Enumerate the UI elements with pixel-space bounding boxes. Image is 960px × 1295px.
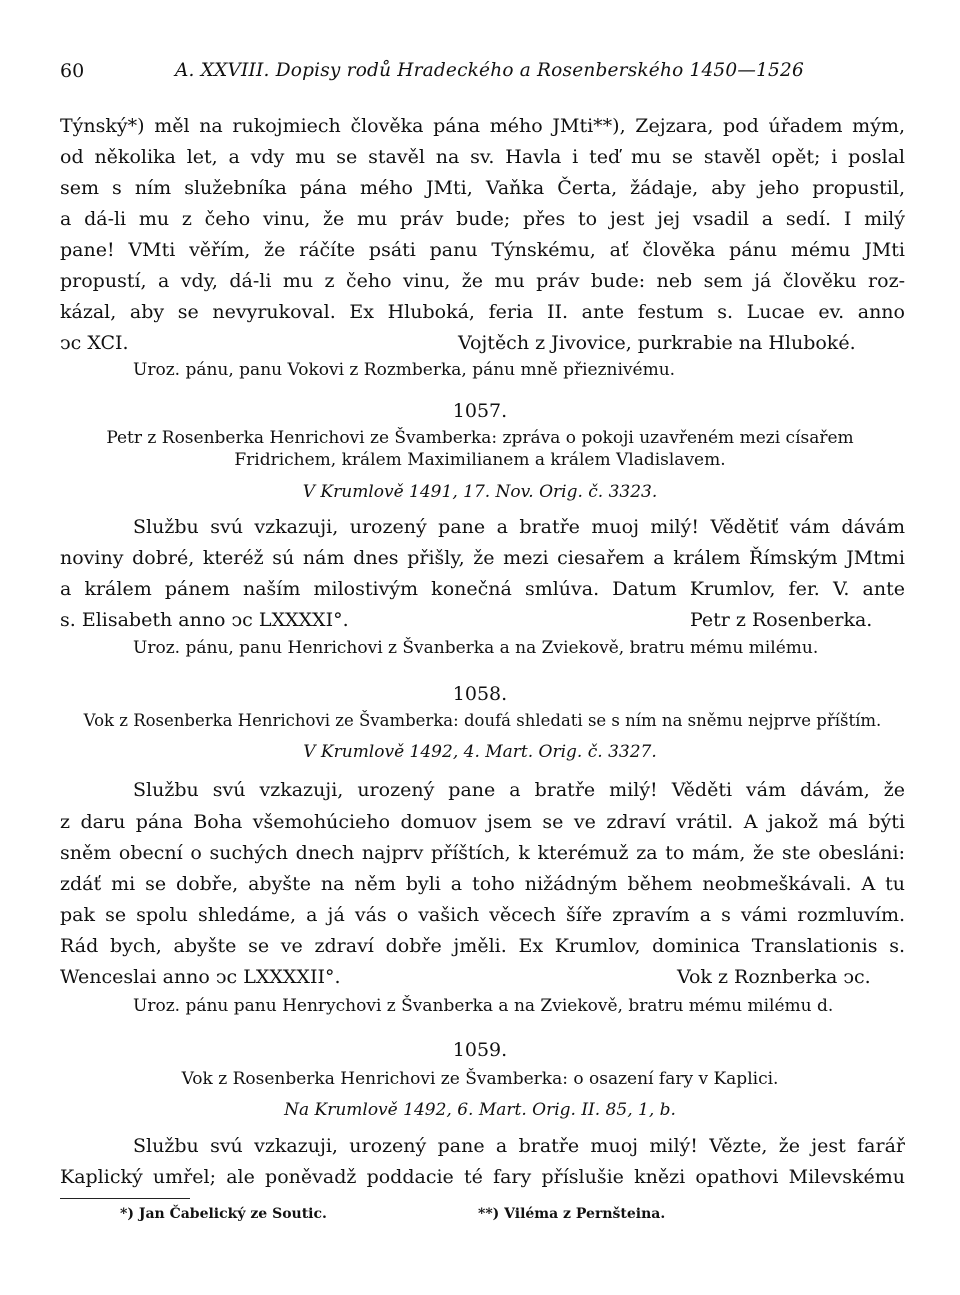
text-line: sněm obecní o suchých dnech najprv příštích, k kterémuž za to mám, že ste obesláni: (60, 842, 905, 864)
text-line: Týnský*) měl na rukojmiech člověka pána mého JMti**), Zejzara, pod úřadem mým, (60, 115, 905, 137)
letter-address: Uroz. pánu, panu Henrichovi z Švanberka a na Zviekově, bratru mému milému. (133, 638, 819, 658)
letter-signature: Vok z Roznberka ↄc. (677, 966, 871, 988)
letter-closing: ↄc XCI. (60, 332, 129, 354)
text-line: Službu svú vzkazuji, urozený pane a bratře muoj milý! Vědětiť vám dávám (133, 516, 905, 538)
text-line: pak se spolu shledáme, a já vás o vašich věcech šíře zpravím a s vámi rozmluvím. (60, 904, 905, 926)
text-line: propustí, a vdy, dá-li mu z čeho vinu, že mu práv bude: neb sem já člověku roz- (60, 270, 905, 292)
footnote-rule (60, 1198, 190, 1199)
letter-source: V Krumlově 1491, 17. Nov. Orig. č. 3323. (302, 482, 658, 502)
letter-summary: Petr z Rosenberka Henrichovi ze Švamberka: zpráva o pokoji uzavřeném mezi císařem (106, 428, 854, 448)
text-line: a dá-li mu z čeho vinu, že mu práv bude; přes to jest jej vsadil a sedí. I milý (60, 208, 905, 230)
text-line: Kaplický umřel; ale poněvadž poddacie té fary příslušie knězi opathovi Milevskému (60, 1166, 905, 1188)
text-line: z daru pána Boha všemohúcieho domuov jsem se ve zdraví vrátil. A jakož má býti (60, 811, 905, 833)
letter-signature: Vojtěch z Jivovice, purkrabie na Hluboké. (458, 332, 856, 354)
letter-summary: Vok z Rosenberka Henrichovi ze Švamberka: o osazení fary v Kaplici. (181, 1069, 779, 1089)
text-line: zdáť mi se dobře, abyšte na něm byli a toho nižádným během neobmeškávali. A tu (60, 873, 905, 895)
letter-closing: s. Elisabeth anno ↄc LXXXXI°. (60, 609, 349, 631)
text-line: Službu svú vzkazuji, urozený pane a bratře milý! Věděti vám dávám, že (133, 779, 905, 801)
letter-signature: Petr z Rosenberka. (690, 609, 873, 631)
footnote: *) Jan Čabelický ze Soutic. (120, 1206, 327, 1222)
text-line: Rád bych, abyšte se ve zdraví dobře jměli. Ex Krumlov, dominica Translationis s. (60, 935, 905, 957)
text-line: od několika let, a vdy mu se stavěl na sv. Havla i teď mu se stavěl opět; i poslal (60, 146, 905, 168)
letter-number: 1059. (452, 1039, 508, 1061)
letter-summary: Vok z Rosenberka Henrichovi ze Švamberka: doufá shledati se s ním na sněmu nejprve příštím. (83, 711, 882, 730)
page-number: 60 (60, 60, 85, 82)
letter-closing: Wenceslai anno ↄc LXXXXII°. (60, 966, 341, 988)
letter-number: 1058. (452, 683, 508, 705)
footnote: **) Viléma z Pernšteina. (478, 1206, 666, 1222)
letter-address: Uroz. pánu, panu Vokovi z Rozmberka, pánu mně přieznivému. (133, 360, 676, 380)
text-line: a králem pánem naším milostivým konečná smlúva. Datum Krumlov, fer. V. ante (60, 578, 905, 600)
text-line: Službu svú vzkazuji, urozený pane a bratře muoj milý! Vězte, že jest farář (133, 1135, 905, 1157)
letter-number: 1057. (452, 400, 508, 422)
text-line: pane! VMti věřím, že ráčíte psáti panu Týnskému, ať člověka pánu mému JMti (60, 239, 905, 261)
letter-source: Na Krumlově 1492, 6. Mart. Orig. II. 85, 1, b. (284, 1100, 676, 1120)
letter-address: Uroz. pánu panu Henrychovi z Švanberka a na Zviekově, bratru mému milému d. (133, 996, 834, 1016)
letter-summary: Fridrichem, králem Maximilianem a králem Vladislavem. (234, 450, 726, 470)
letter-source: V Krumlově 1492, 4. Mart. Orig. č. 3327. (303, 742, 657, 762)
running-title: A. XXVIII. Dopisy rodů Hradeckého a Rosenberského 1450—1526 (175, 60, 804, 81)
text-line: sem s ním služebníka pána mého JMti, Vaňka Čerta, žádaje, aby jeho propustil, (60, 177, 905, 199)
text-line: kázal, aby se nevyrukoval. Ex Hluboká, feria II. ante festum s. Lucae ev. anno (60, 301, 905, 323)
text-line: noviny dobré, kteréž sú nám dnes přišly, že mezi ciesařem a králem Římským JMtmi (60, 547, 905, 569)
